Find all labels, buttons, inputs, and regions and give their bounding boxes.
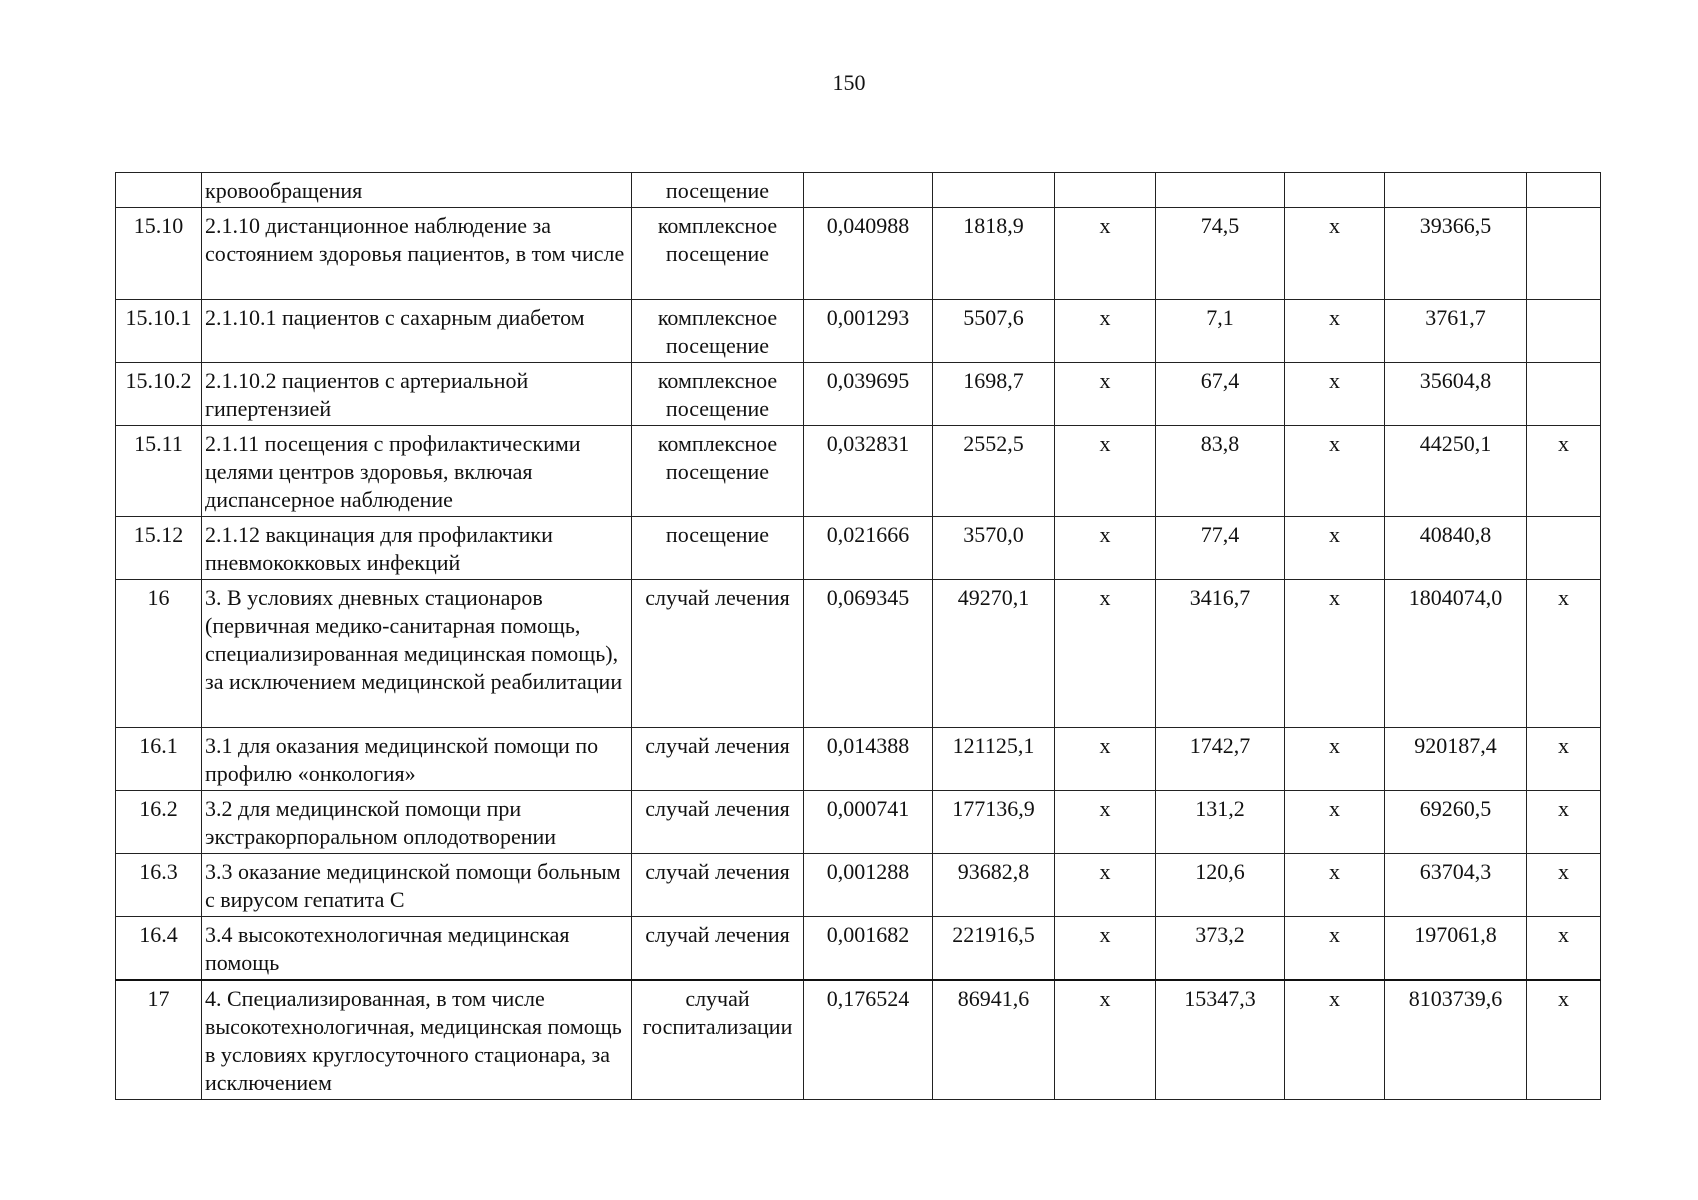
row-value-cell: х xyxy=(1527,426,1601,517)
row-number-cell: 15.10.1 xyxy=(116,300,202,363)
row-value-cell: 2552,5 xyxy=(933,426,1055,517)
row-value-cell: х xyxy=(1055,728,1156,791)
row-value-cell: х xyxy=(1055,580,1156,728)
row-value-cell: х xyxy=(1527,728,1601,791)
row-number-cell: 15.12 xyxy=(116,517,202,580)
row-value-cell: 1818,9 xyxy=(933,208,1055,300)
row-value-cell xyxy=(1527,300,1601,363)
table-row xyxy=(116,728,1601,791)
row-value-cell xyxy=(804,173,933,208)
row-value-cell: х xyxy=(1055,854,1156,917)
row-number-cell: 16.1 xyxy=(116,728,202,791)
row-value-cell: 121125,1 xyxy=(933,728,1055,791)
row-name-cell: 2.1.10 дистанционное наблюдение за состоянием здоровья пациентов, в том числе xyxy=(202,208,632,300)
row-value-cell: х xyxy=(1527,917,1601,981)
row-number-cell: 16.3 xyxy=(116,854,202,917)
row-value-cell: х xyxy=(1285,917,1385,981)
row-value-cell xyxy=(1527,517,1601,580)
table-row xyxy=(116,363,1601,426)
row-value-cell: 0,014388 xyxy=(804,728,933,791)
data-table xyxy=(115,172,1601,1100)
row-value-cell: 67,4 xyxy=(1156,363,1285,426)
row-value-cell: 15347,3 xyxy=(1156,980,1285,1100)
row-value-cell: х xyxy=(1285,791,1385,854)
row-value-cell: х xyxy=(1055,208,1156,300)
row-value-cell: 7,1 xyxy=(1156,300,1285,363)
row-unit-cell: случай лечения xyxy=(632,791,804,854)
row-name-cell: 3.1 для оказания медицинской помощи по профилю «онкология» xyxy=(202,728,632,791)
row-value-cell: 1804074,0 xyxy=(1385,580,1527,728)
table-row xyxy=(116,580,1601,728)
table-row xyxy=(116,426,1601,517)
row-value-cell: 8103739,6 xyxy=(1385,980,1527,1100)
table-row xyxy=(116,980,1601,1100)
row-name-cell: 3. В условиях дневных стационаров (первичная медико-санитарная помощь, специализированная медицинская помощь), за исключением медицинской реабилитации xyxy=(202,580,632,728)
table-row xyxy=(116,173,1601,208)
row-value-cell: 0,176524 xyxy=(804,980,933,1100)
row-unit-cell: случай лечения xyxy=(632,917,804,981)
row-value-cell: х xyxy=(1285,363,1385,426)
row-value-cell xyxy=(1527,363,1601,426)
table-row xyxy=(116,517,1601,580)
row-name-cell: 2.1.12 вакцинация для профилактики пневмококковых инфекций xyxy=(202,517,632,580)
row-value-cell: х xyxy=(1055,363,1156,426)
row-name-cell: 3.3 оказание медицинской помощи больным с вирусом гепатита С xyxy=(202,854,632,917)
row-value-cell: 0,040988 xyxy=(804,208,933,300)
row-value-cell: 5507,6 xyxy=(933,300,1055,363)
row-value-cell: х xyxy=(1527,791,1601,854)
row-value-cell: 120,6 xyxy=(1156,854,1285,917)
row-unit-cell: комплексное посещение xyxy=(632,208,804,300)
row-value-cell: 39366,5 xyxy=(1385,208,1527,300)
table-row xyxy=(116,917,1601,981)
row-value-cell xyxy=(1055,173,1156,208)
row-value-cell: 40840,8 xyxy=(1385,517,1527,580)
row-value-cell: х xyxy=(1285,854,1385,917)
row-unit-cell: случай лечения xyxy=(632,728,804,791)
row-unit-cell: посещение xyxy=(632,173,804,208)
row-number-cell: 15.11 xyxy=(116,426,202,517)
row-name-cell: 2.1.11 посещения с профилактическими целями центров здоровья, включая диспансерное наблюдение xyxy=(202,426,632,517)
row-value-cell: х xyxy=(1285,300,1385,363)
row-name-cell: 3.2 для медицинской помощи при экстракорпоральном оплодотворении xyxy=(202,791,632,854)
row-value-cell: 69260,5 xyxy=(1385,791,1527,854)
row-value-cell: х xyxy=(1055,300,1156,363)
row-value-cell xyxy=(933,173,1055,208)
row-unit-cell: комплексное посещение xyxy=(632,426,804,517)
row-number-cell xyxy=(116,173,202,208)
row-name-cell: 4. Специализированная, в том числе высокотехнологичная, медицинская помощь в условиях круглосуточного стационара, за исключением xyxy=(202,980,632,1100)
row-value-cell xyxy=(1527,173,1601,208)
row-value-cell: 221916,5 xyxy=(933,917,1055,981)
row-value-cell: 3570,0 xyxy=(933,517,1055,580)
row-value-cell: 77,4 xyxy=(1156,517,1285,580)
row-value-cell: 93682,8 xyxy=(933,854,1055,917)
row-value-cell: х xyxy=(1055,980,1156,1100)
row-name-cell: кровообращения xyxy=(202,173,632,208)
row-value-cell: 3416,7 xyxy=(1156,580,1285,728)
row-value-cell xyxy=(1527,208,1601,300)
row-value-cell: 3761,7 xyxy=(1385,300,1527,363)
row-value-cell: 44250,1 xyxy=(1385,426,1527,517)
row-value-cell: х xyxy=(1055,791,1156,854)
row-value-cell: 177136,9 xyxy=(933,791,1055,854)
row-unit-cell: случай госпитализации xyxy=(632,980,804,1100)
page-number: 150 xyxy=(832,70,866,95)
row-value-cell: 49270,1 xyxy=(933,580,1055,728)
row-value-cell: х xyxy=(1055,917,1156,981)
row-value-cell: 0,001293 xyxy=(804,300,933,363)
row-value-cell: 0,032831 xyxy=(804,426,933,517)
row-unit-cell: случай лечения xyxy=(632,854,804,917)
table-row xyxy=(116,300,1601,363)
table-row xyxy=(116,854,1601,917)
row-value-cell xyxy=(1156,173,1285,208)
row-value-cell: 1742,7 xyxy=(1156,728,1285,791)
row-value-cell: х xyxy=(1285,426,1385,517)
row-value-cell: х xyxy=(1285,980,1385,1100)
row-value-cell xyxy=(1385,173,1527,208)
row-value-cell: 0,069345 xyxy=(804,580,933,728)
row-unit-cell: комплексное посещение xyxy=(632,300,804,363)
row-value-cell: 197061,8 xyxy=(1385,917,1527,981)
row-number-cell: 15.10.2 xyxy=(116,363,202,426)
row-value-cell: 920187,4 xyxy=(1385,728,1527,791)
row-value-cell: 0,000741 xyxy=(804,791,933,854)
table-row xyxy=(116,791,1601,854)
row-number-cell: 16.2 xyxy=(116,791,202,854)
row-value-cell: 74,5 xyxy=(1156,208,1285,300)
row-value-cell: 373,2 xyxy=(1156,917,1285,981)
row-number-cell: 16.4 xyxy=(116,917,202,981)
row-name-cell: 3.4 высокотехнологичная медицинская помощь xyxy=(202,917,632,981)
row-unit-cell: посещение xyxy=(632,517,804,580)
row-value-cell: 0,001288 xyxy=(804,854,933,917)
row-name-cell: 2.1.10.2 пациентов с артериальной гипертензией xyxy=(202,363,632,426)
row-value-cell: 131,2 xyxy=(1156,791,1285,854)
row-value-cell: 35604,8 xyxy=(1385,363,1527,426)
row-value-cell: 0,001682 xyxy=(804,917,933,981)
row-value-cell: х xyxy=(1527,854,1601,917)
row-name-cell: 2.1.10.1 пациентов с сахарным диабетом xyxy=(202,300,632,363)
row-value-cell xyxy=(1285,173,1385,208)
row-unit-cell: случай лечения xyxy=(632,580,804,728)
row-value-cell: 0,039695 xyxy=(804,363,933,426)
table-row xyxy=(116,208,1601,300)
row-value-cell: х xyxy=(1055,517,1156,580)
row-number-cell: 16 xyxy=(116,580,202,728)
row-value-cell: 63704,3 xyxy=(1385,854,1527,917)
row-value-cell: 0,021666 xyxy=(804,517,933,580)
row-value-cell: х xyxy=(1285,208,1385,300)
table-body xyxy=(116,173,1601,1100)
row-number-cell: 17 xyxy=(116,980,202,1100)
row-value-cell: х xyxy=(1527,580,1601,728)
row-value-cell: х xyxy=(1285,517,1385,580)
row-value-cell: х xyxy=(1527,980,1601,1100)
row-value-cell: х xyxy=(1055,426,1156,517)
row-value-cell: 83,8 xyxy=(1156,426,1285,517)
row-value-cell: 1698,7 xyxy=(933,363,1055,426)
row-value-cell: х xyxy=(1285,728,1385,791)
row-value-cell: х xyxy=(1285,580,1385,728)
row-value-cell: 86941,6 xyxy=(933,980,1055,1100)
row-number-cell: 15.10 xyxy=(116,208,202,300)
row-unit-cell: комплексное посещение xyxy=(632,363,804,426)
